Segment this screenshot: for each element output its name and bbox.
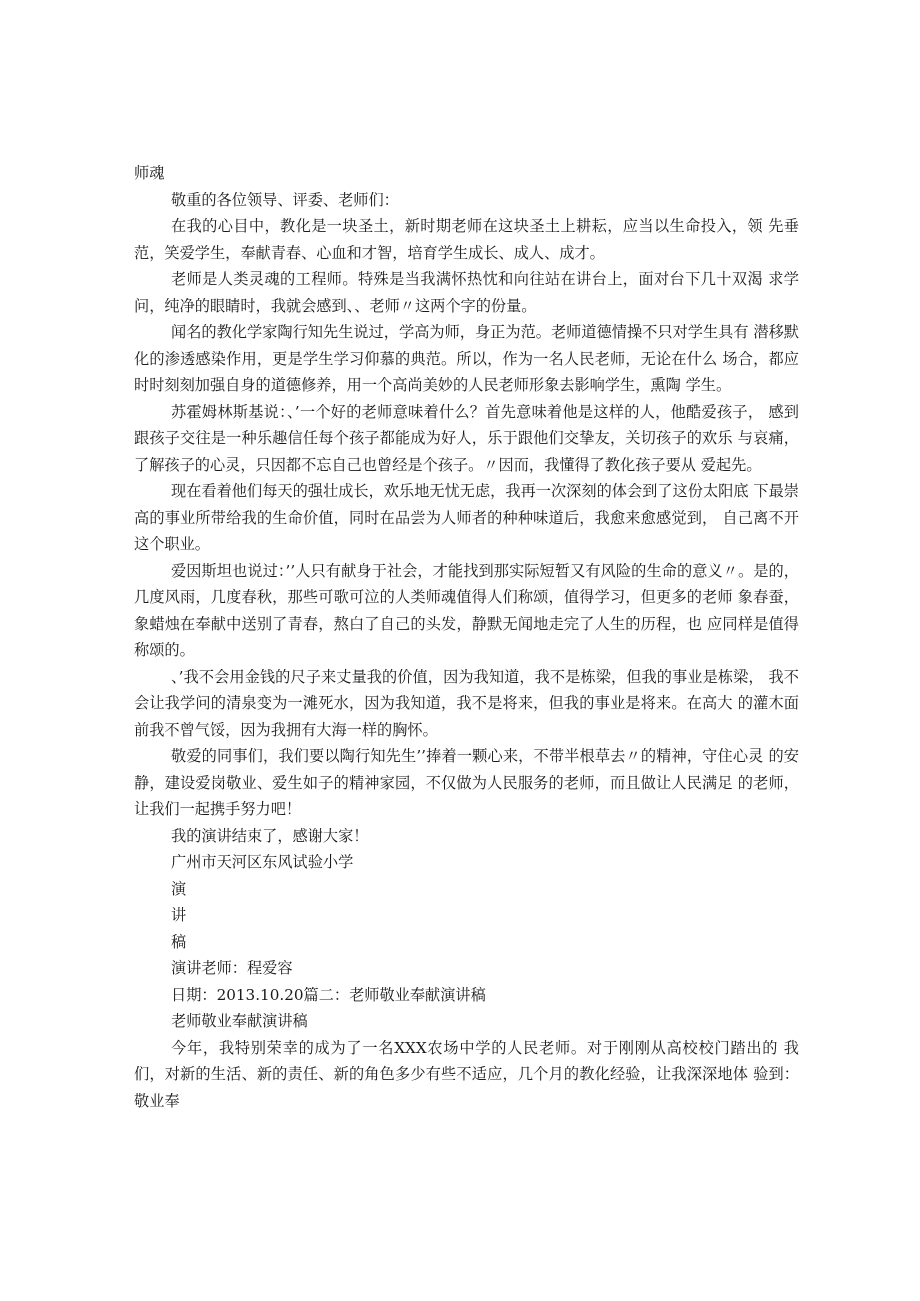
closing-line: 我的演讲结束了，感谢大家！ bbox=[171, 826, 369, 845]
paragraph: 现在看着他们每天的强壮成长，欢乐地无忧无虑，我再一次深刻的体会到了这份太阳底 下最崇高的事业所带给我的生命价值，同时在品尝为人师者的种种味道后，我愈来愈感觉到， 自己离不开这个职业。 bbox=[134, 482, 799, 553]
paragraph: 、’我不会用金钱的尺子来丈量我的价值，因为我知道，我不是栋梁，但我的事业是栋梁， 我不会让我学问的清泉变为一滩死水，因为我知道，我不是将来，但我的事业是将来。在高大 的灌木面前我不曾气馁，因为我拥有大海一样的胸怀。 bbox=[134, 667, 799, 739]
paragraph: 今年，我特别荣幸的成为了一名XXX农场中学的人民老师。对于刚刚从高校校门踏出的 我们，对新的生活、新的责任、新的角色多少有些不适应，几个月的教化经验，让我深深地体 验到：敬业奉 bbox=[134, 1038, 799, 1110]
speech-char-3: 稿 bbox=[171, 932, 187, 951]
paragraph: 爱因斯坦也说过：’’人只有献身于社会，才能找到那实际短暂又有风险的生命的意义〃。是的，几度风雨，几度春秋，那些可歌可泣的人类师魂值得人们称颂，值得学习，但更多的老师 象春蚕，象蜡烛在奉献中送别了青春，熬白了自己的头发，静默无闻地走完了人生的历程，也 应同样是值得称颂的。 bbox=[134, 561, 799, 659]
paragraph: 老师是人类灵魂的工程师。特殊是当我满怀热忱和向往站在讲台上，面对台下几十双渴 求学问，纯净的眼睛时，我就会感到、、老师〃这两个字的份量。 bbox=[134, 270, 799, 315]
school-name: 广州市天河区东风试验小学 bbox=[171, 853, 354, 871]
speaker-line: 演讲老师：程爱容 bbox=[171, 959, 293, 977]
paragraph: 敬重的各位领导、评委、老师们： bbox=[171, 190, 399, 209]
speech-char-1: 演 bbox=[171, 879, 187, 898]
speech-char-2: 讲 bbox=[171, 906, 187, 924]
paragraph: 敬爱的同事们，我们要以陶行知先生’’捧着一颗心来，不带半根草去〃的精神，守住心灵 的安静，建设爱岗敬业、爱生如子的精神家园，不仅做为人民服务的老师，而且做让人民满足 的老师，让我们一起携手努力吧！ bbox=[134, 747, 799, 818]
document-title: 师魂 bbox=[134, 164, 165, 182]
paragraph: 苏霍姆林斯基说：、’一个好的老师意味着什么？首先意味着他是这样的人，他酷爱孩子， 感到跟孩子交往是一种乐趣信任每个孩子都能成为好人，乐于跟他们交挚友，关切孩子的欢乐 与哀痛，了解孩子的心灵，只因都不忘自己也曾经是个孩子。〃因而，我懂得了教化孩子要从 爱起先。 bbox=[134, 402, 799, 474]
document-body bbox=[134, 160, 799, 1114]
paragraph: 在我的心目中，教化是一块圣土，新时期老师在这块圣土上耕耘，应当以生命投入，领 先垂范，笑爱学生，奉献青春、心血和才智，培育学生成长、成人、成才。 bbox=[134, 217, 799, 262]
paragraph: 闻名的教化学家陶行知先生说过，学高为师，身正为范。老师道德情操不只对学生具有 潜移默化的渗透感染作用，更是学生学习仰慕的典范。所以，作为一名人民老师，无论在什么 场合，都应时时刻刻加强自身的道德修养，用一个高尚美妙的人民老师形象去影响学生，熏陶 学生。 bbox=[134, 323, 799, 394]
date-line: 日期：2013.10.20篇二：老师敬业奉献演讲稿 bbox=[171, 985, 486, 1004]
section-title: 老师敬业奉献演讲稿 bbox=[171, 1012, 308, 1030]
